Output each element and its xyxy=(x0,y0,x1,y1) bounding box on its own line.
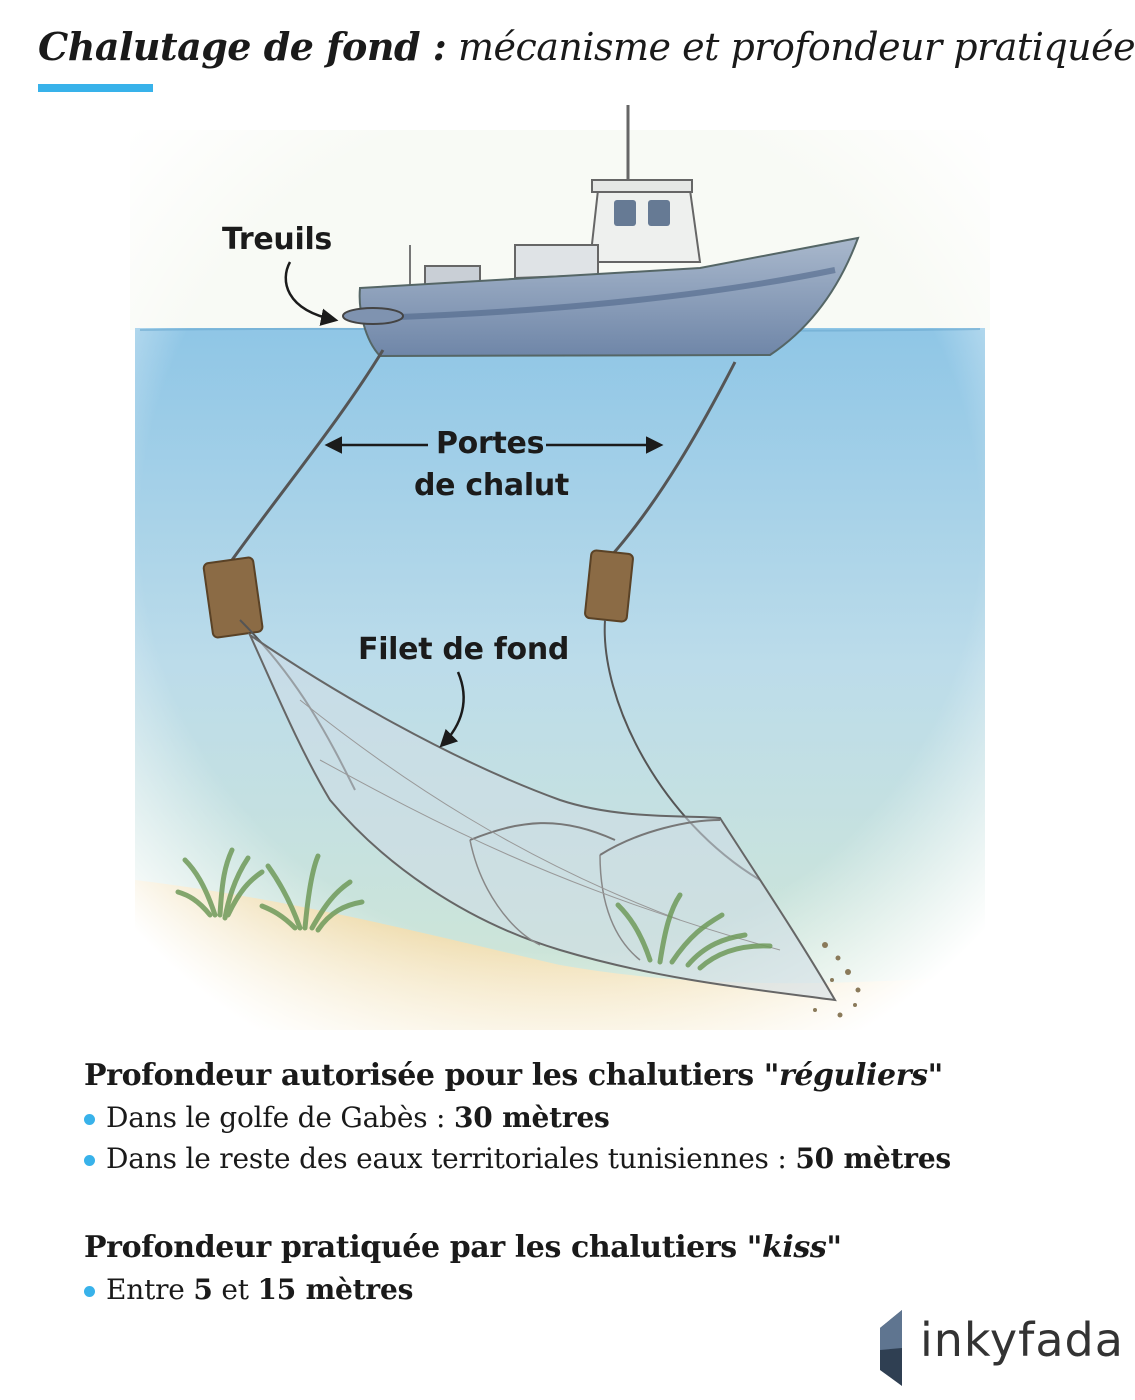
wheelhouse xyxy=(590,190,700,262)
section-regular-heading-em: "réguliers" xyxy=(763,1058,943,1093)
list-item xyxy=(84,1142,951,1175)
label-treuils: Treuils xyxy=(222,222,332,257)
section-kiss-depth xyxy=(84,1230,842,1306)
item-gabes-value: 30 mètres xyxy=(454,1101,610,1134)
brand-name: inkyfada xyxy=(920,1313,1124,1367)
list-item xyxy=(84,1101,951,1134)
section-regular-depth xyxy=(84,1058,951,1175)
trawl-door-right xyxy=(585,550,634,622)
winch xyxy=(343,308,403,324)
trawl-door-left xyxy=(203,557,263,638)
item-gabes-text: Dans le golfe de Gabès : xyxy=(106,1101,454,1134)
item-rest-value: 50 mètres xyxy=(795,1142,951,1175)
label-portes-line2: de chalut xyxy=(414,468,569,503)
label-filet: Filet de fond xyxy=(358,632,570,667)
title-rest: mécanisme et profondeur pratiquée xyxy=(457,25,1135,69)
section-kiss-heading-prefix: Profondeur pratiquée par les chalutiers xyxy=(84,1230,747,1265)
item-rest-text: Dans le reste des eaux territoriales tunisiennes : xyxy=(106,1142,796,1175)
window-left xyxy=(614,200,636,226)
kiss-pre: Entre xyxy=(106,1273,194,1306)
label-portes-line1: Portes xyxy=(436,426,545,461)
kiss-max: 15 mètres xyxy=(257,1273,414,1306)
section-kiss-heading xyxy=(84,1230,842,1265)
deck-cabin xyxy=(515,245,598,278)
kiss-min: 5 xyxy=(193,1273,213,1306)
kiss-mid: et xyxy=(212,1273,258,1306)
list-item xyxy=(84,1273,842,1306)
section-regular-heading xyxy=(84,1058,951,1093)
section-kiss-heading-em: "kiss" xyxy=(746,1230,842,1265)
title-bold: Chalutage de fond : xyxy=(38,24,447,69)
section-regular-heading-prefix: Profondeur autorisée pour les chalutiers xyxy=(84,1058,764,1093)
wheelhouse-roof xyxy=(592,180,692,192)
window-right xyxy=(648,200,670,226)
